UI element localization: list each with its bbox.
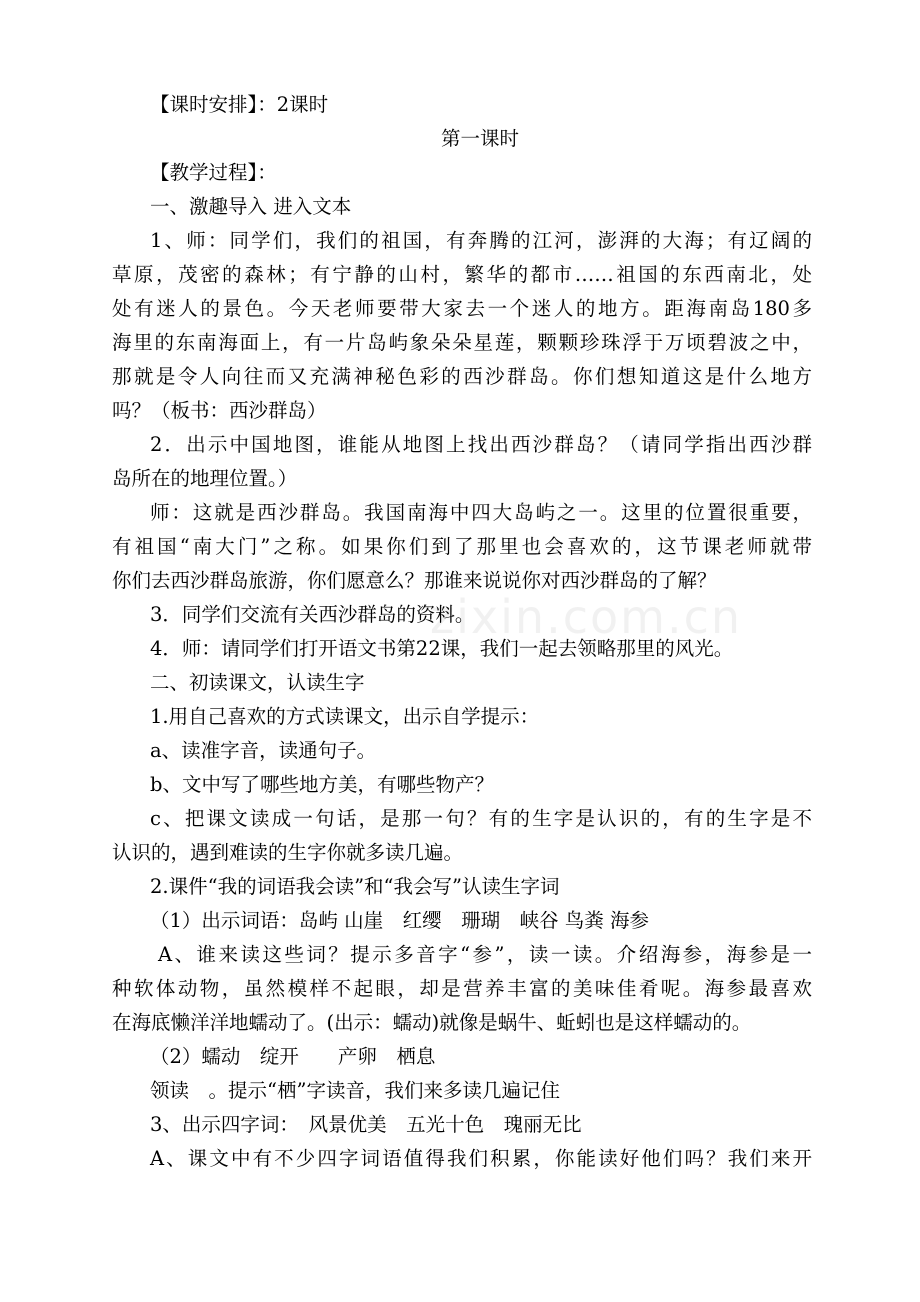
list-item: a、读准字音，读通句子。 <box>150 739 377 762</box>
lesson-schedule-line: 【课时安排】：2课时 <box>150 93 329 116</box>
part-two-heading: 二、初读课文，认读生字 <box>150 671 365 694</box>
paragraph-line: 岛所在的地理位置。） <box>112 467 298 490</box>
paragraph-line: 种软体动物，虽然模样不起眼，却是营养丰富的美味佳肴呢。海参最喜欢 <box>112 977 812 1000</box>
paragraph-line: 1、师：同学们，我们的祖国，有奔腾的江河，澎湃的大海；有辽阔的 <box>150 229 812 252</box>
paragraph-line: 有祖国“南大门”之称。如果你们到了那里也会喜欢的，这节课老师就带 <box>112 535 812 558</box>
paragraph-line: 2.课件“我的词语我会读”和“我会写”认读生字词 <box>150 875 560 898</box>
paragraph-line: 那就是令人向往而又充满神秘色彩的西沙群岛。你们想知道这是什么地方 <box>112 365 812 388</box>
document-body <box>112 88 812 1176</box>
word-list-line: （1）出示词语：岛屿 山崖 红缨 珊瑚 峡谷 鸟粪 海参 <box>150 909 650 932</box>
paragraph-line: A、课文中有不少四字词语值得我们积累，你能读好他们吗？我们来开 <box>150 1147 812 1170</box>
part-one-heading: 一、激趣导入 进入文本 <box>150 195 352 218</box>
paragraph-line: 领读 。提示“栖”字读音，我们来多读几遍记住 <box>150 1079 560 1102</box>
word-list-line: （2）蠕动 绽开 产卵 栖息 <box>150 1045 436 1068</box>
paragraph-line: 吗？（板书：西沙群岛） <box>112 399 327 422</box>
paragraph-line: 4．师：请同学们打开语文书第22课，我们一起去领略那里的风光。 <box>150 637 734 660</box>
paragraph-line: 处有迷人的景色。今天老师要带大家去一个迷人的地方。距海南岛180多 <box>112 297 812 320</box>
paragraph-line: 3．同学们交流有关西沙群岛的资料。 <box>150 603 475 626</box>
list-item: b、文中写了哪些地方美，有哪些物产？ <box>150 773 494 796</box>
watermark: zixin.com.cn <box>430 590 743 644</box>
section-title: 第一课时 <box>440 127 519 150</box>
paragraph-line: 1.用自己喜欢的方式读课文，出示自学提示： <box>150 705 540 728</box>
paragraph-line: 师：这就是西沙群岛。我国南海中四大岛屿之一。这里的位置很重要， <box>150 501 812 524</box>
paragraph-line: 草原，茂密的森林；有宁静的山村，繁华的都市……祖国的东西南北，处 <box>112 263 812 286</box>
paragraph-line: 在海底懒洋洋地蠕动了。(出示：蠕动)就像是蜗牛、蚯蚓也是这样蠕动的。 <box>112 1011 752 1034</box>
teaching-process-heading: 【教学过程】： <box>150 161 277 184</box>
list-item: c、把课文读成一句话，是那一句？有的生字是认识的，有的生字是不 <box>150 807 812 830</box>
paragraph-line: 认识的，遇到难读的生字你就多读几遍。 <box>112 841 464 864</box>
paragraph-line: 你们去西沙群岛旅游，你们愿意么？那谁来说说你对西沙群岛的了解？ <box>112 569 717 592</box>
paragraph-line: 海里的东南海面上，有一片岛屿象朵朵星莲，颗颗珍珠浮于万顷碧波之中， <box>112 331 812 354</box>
paragraph-line: A、谁来读这些词？提示多音字“参”，读一读。介绍海参，海参是一 <box>158 943 812 966</box>
paragraph-line: 2．出示中国地图，谁能从地图上找出西沙群岛？（请同学指出西沙群 <box>150 433 812 456</box>
word-list-line: 3、出示四字词： 风景优美 五光十色 瑰丽无比 <box>150 1113 582 1136</box>
